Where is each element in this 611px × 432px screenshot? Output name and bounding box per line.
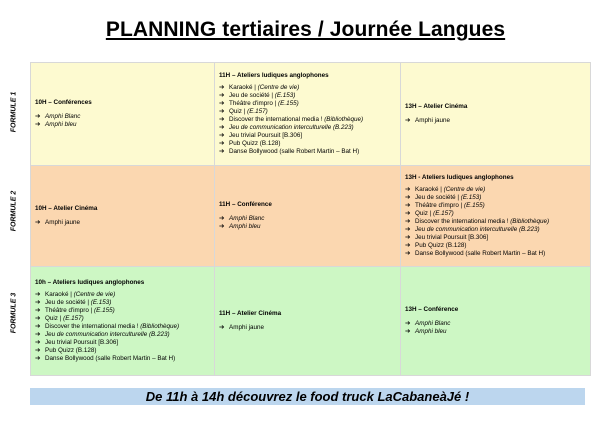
activity-item [405, 234, 586, 242]
slot-title: 11H – Ateliers ludiques anglophones [219, 71, 329, 79]
activity-location: (Bibliothèque) [140, 323, 180, 330]
arrow-right-icon: ➔ [405, 328, 411, 336]
arrow-right-icon: ➔ [35, 314, 41, 322]
activity-text: Jeu trivial Poursuit [B.306] [45, 339, 119, 347]
activity-item [405, 218, 586, 226]
activity-item [219, 223, 396, 231]
arrow-right-icon: ➔ [219, 83, 225, 91]
activity-location: (Centre de vie) [257, 83, 300, 91]
activity-text: Quiz | [229, 107, 248, 115]
slot-title: 10H – Conférences [35, 98, 92, 106]
schedule-cell [31, 63, 215, 166]
schedule-cell [401, 166, 591, 267]
arrow-right-icon: ➔ [405, 201, 411, 209]
arrow-right-icon: ➔ [35, 290, 41, 298]
arrow-right-icon: ➔ [35, 331, 41, 339]
activity-item [219, 148, 396, 156]
arrow-right-icon: ➔ [405, 226, 411, 234]
formule-2-row [31, 166, 591, 267]
activity-item [35, 219, 210, 227]
arrow-right-icon: ➔ [405, 117, 411, 124]
activity-item [405, 226, 586, 234]
arrow-right-icon: ➔ [219, 116, 225, 123]
arrow-right-icon: ➔ [219, 99, 225, 107]
arrow-right-icon: ➔ [219, 148, 225, 156]
activity-location: Amphi bleu [415, 328, 447, 336]
activity-location: Amphi bleu [229, 223, 261, 231]
activity-location: (E.153) [274, 91, 296, 99]
activity-text: Amphi jaune [415, 117, 451, 124]
arrow-right-icon: ➔ [35, 347, 41, 355]
activity-item [405, 242, 586, 250]
activity-text: Théâtre d'impro | [229, 99, 279, 107]
activity-list [35, 113, 210, 129]
schedule-cell [31, 166, 215, 267]
activity-item [405, 320, 586, 328]
activity-text: Discover the international media ! [415, 218, 511, 225]
arrow-right-icon: ➔ [219, 132, 225, 140]
formule-label-3: FORMULE 3 [10, 292, 18, 334]
activity-item [219, 100, 396, 108]
arrow-right-icon: ➔ [219, 140, 225, 148]
activity-text: Pub Quizz (B.128) [229, 140, 281, 148]
activity-item [405, 250, 586, 258]
activity-item [219, 324, 396, 332]
activity-item [405, 210, 586, 218]
activity-text: Jeu de société | [45, 298, 91, 306]
arrow-right-icon: ➔ [219, 124, 225, 132]
formule-label-1: FORMULE 1 [10, 91, 18, 133]
activity-item [405, 202, 586, 210]
activity-text: Jeu trivial Poursuit [B.306] [415, 234, 489, 242]
activity-item [219, 108, 396, 116]
activity-text: Jeu de société | [415, 193, 461, 201]
activity-text: Karaoké | [45, 290, 74, 298]
schedule-cell [31, 267, 215, 376]
arrow-right-icon: ➔ [219, 91, 225, 99]
activity-location: (E.155) [464, 201, 485, 209]
arrow-right-icon: ➔ [219, 324, 225, 331]
activity-item [219, 124, 396, 132]
activity-text: Théâtre d'impro | [415, 201, 465, 209]
arrow-right-icon: ➔ [405, 218, 411, 225]
slot-title: 13H – Atelier Cinéma [405, 102, 468, 110]
activity-item [35, 291, 210, 299]
activity-text: Quiz | [45, 314, 64, 322]
activity-item [35, 299, 210, 307]
arrow-right-icon: ➔ [35, 121, 41, 129]
activity-item [219, 140, 396, 148]
activity-text: Discover the international media ! [229, 116, 325, 123]
activity-item [219, 215, 396, 223]
activity-item [35, 331, 210, 339]
activity-item [35, 323, 210, 331]
activity-item [405, 194, 586, 202]
arrow-right-icon: ➔ [405, 234, 411, 242]
slot-title: 11H – Atelier Cinéma [219, 309, 282, 317]
planning-table [30, 62, 591, 376]
activity-list [405, 186, 586, 259]
activity-location: (Centre de vie) [443, 185, 486, 193]
activity-item [35, 307, 210, 315]
arrow-right-icon: ➔ [35, 298, 41, 306]
activity-location: (E.155) [94, 306, 115, 314]
activity-location: (E.155) [278, 99, 299, 107]
activity-text: Amphi jaune [45, 219, 81, 226]
activity-item [405, 328, 586, 336]
activity-item [35, 315, 210, 323]
activity-text: Pub Quizz (B.128) [45, 347, 97, 355]
formule-1-row [31, 63, 591, 166]
arrow-right-icon: ➔ [405, 319, 411, 327]
activity-location: (E.157) [433, 209, 454, 217]
activity-item [35, 121, 210, 129]
activity-list [219, 324, 396, 332]
activity-location: (Bibliothèque) [324, 116, 364, 123]
arrow-right-icon: ➔ [405, 250, 411, 258]
arrow-right-icon: ➔ [219, 214, 225, 222]
activity-location: Jeu de communication interculturelle (B.223) [415, 226, 540, 234]
slot-title: 13H – Conférence [405, 305, 459, 313]
arrow-right-icon: ➔ [35, 219, 41, 226]
activity-item [35, 113, 210, 121]
schedule-cell [215, 166, 401, 267]
activity-location: Amphi Blanc [229, 214, 265, 222]
activity-text: Théâtre d'impro | [45, 306, 95, 314]
activity-list [35, 291, 210, 364]
activity-item [219, 132, 396, 140]
schedule-cell [401, 63, 591, 166]
formule-label-2: FORMULE 2 [10, 190, 18, 232]
activity-location: (E.153) [90, 298, 112, 306]
arrow-right-icon: ➔ [35, 339, 41, 347]
schedule-cell [401, 267, 591, 376]
slot-title: 10h – Ateliers ludiques anglophones [35, 278, 145, 286]
activity-item [405, 186, 586, 194]
formule-3-row [31, 267, 591, 376]
activity-text: Danse Bollywood (salle Robert Martin – Bat H) [45, 355, 176, 363]
activity-location: (E.157) [247, 107, 268, 115]
activity-text: Karaoké | [229, 83, 258, 91]
activity-text: Pub Quizz (B.128) [415, 242, 467, 250]
activity-list [405, 320, 586, 336]
arrow-right-icon: ➔ [405, 209, 411, 217]
activity-text: Danse Bollywood (salle Robert Martin – Bat H) [229, 148, 360, 156]
activity-location: Jeu de communication interculturelle (B.223) [45, 331, 170, 339]
activity-text: Danse Bollywood (salle Robert Martin – Bat H) [415, 250, 546, 258]
arrow-right-icon: ➔ [405, 242, 411, 250]
schedule-cell [215, 267, 401, 376]
page-title: PLANNING tertiaires / Journée Langues [105, 18, 506, 41]
arrow-right-icon: ➔ [35, 112, 41, 120]
activity-item [219, 84, 396, 92]
activity-list [219, 215, 396, 231]
activity-item [219, 116, 396, 124]
activity-location: (Bibliothèque) [510, 218, 550, 225]
slot-title: 11H – Conférence [219, 200, 272, 208]
arrow-right-icon: ➔ [219, 223, 225, 231]
slot-title: 10H – Atelier Cinéma [35, 204, 98, 212]
activity-list [405, 117, 586, 125]
arrow-right-icon: ➔ [405, 193, 411, 201]
activity-location: Amphi bleu [45, 121, 77, 129]
activity-location: Jeu de communication interculturelle (B.223) [229, 124, 354, 132]
activity-location: Amphi Blanc [415, 319, 451, 327]
activity-text: Jeu de société | [229, 91, 275, 99]
arrow-right-icon: ➔ [405, 185, 411, 193]
activity-text: Discover the international media ! [45, 323, 141, 330]
activity-text: Quiz | [415, 209, 434, 217]
arrow-right-icon: ➔ [35, 306, 41, 314]
arrow-right-icon: ➔ [219, 107, 225, 115]
slot-title: 13H - Ateliers ludiques anglophones [405, 173, 514, 181]
food-truck-banner: De 11h à 14h découvrez le food truck LaCabaneàJé ! [30, 388, 585, 405]
arrow-right-icon: ➔ [35, 355, 41, 363]
activity-location: (E.153) [460, 193, 482, 201]
activity-item [219, 92, 396, 100]
schedule-cell [215, 63, 401, 166]
activity-text: Jeu trivial Poursuit [B.306] [229, 132, 303, 140]
activity-list [35, 219, 210, 227]
activity-text: Karaoké | [415, 185, 444, 193]
activity-item [35, 355, 210, 363]
activity-location: Amphi Blanc [45, 112, 81, 120]
activity-location: (E.157) [63, 314, 84, 322]
activity-item [35, 339, 210, 347]
activity-item [35, 347, 210, 355]
arrow-right-icon: ➔ [35, 323, 41, 330]
activity-location: (Centre de vie) [73, 290, 116, 298]
activity-item [405, 117, 586, 125]
activity-text: Amphi jaune [229, 324, 265, 331]
activity-list [219, 84, 396, 157]
